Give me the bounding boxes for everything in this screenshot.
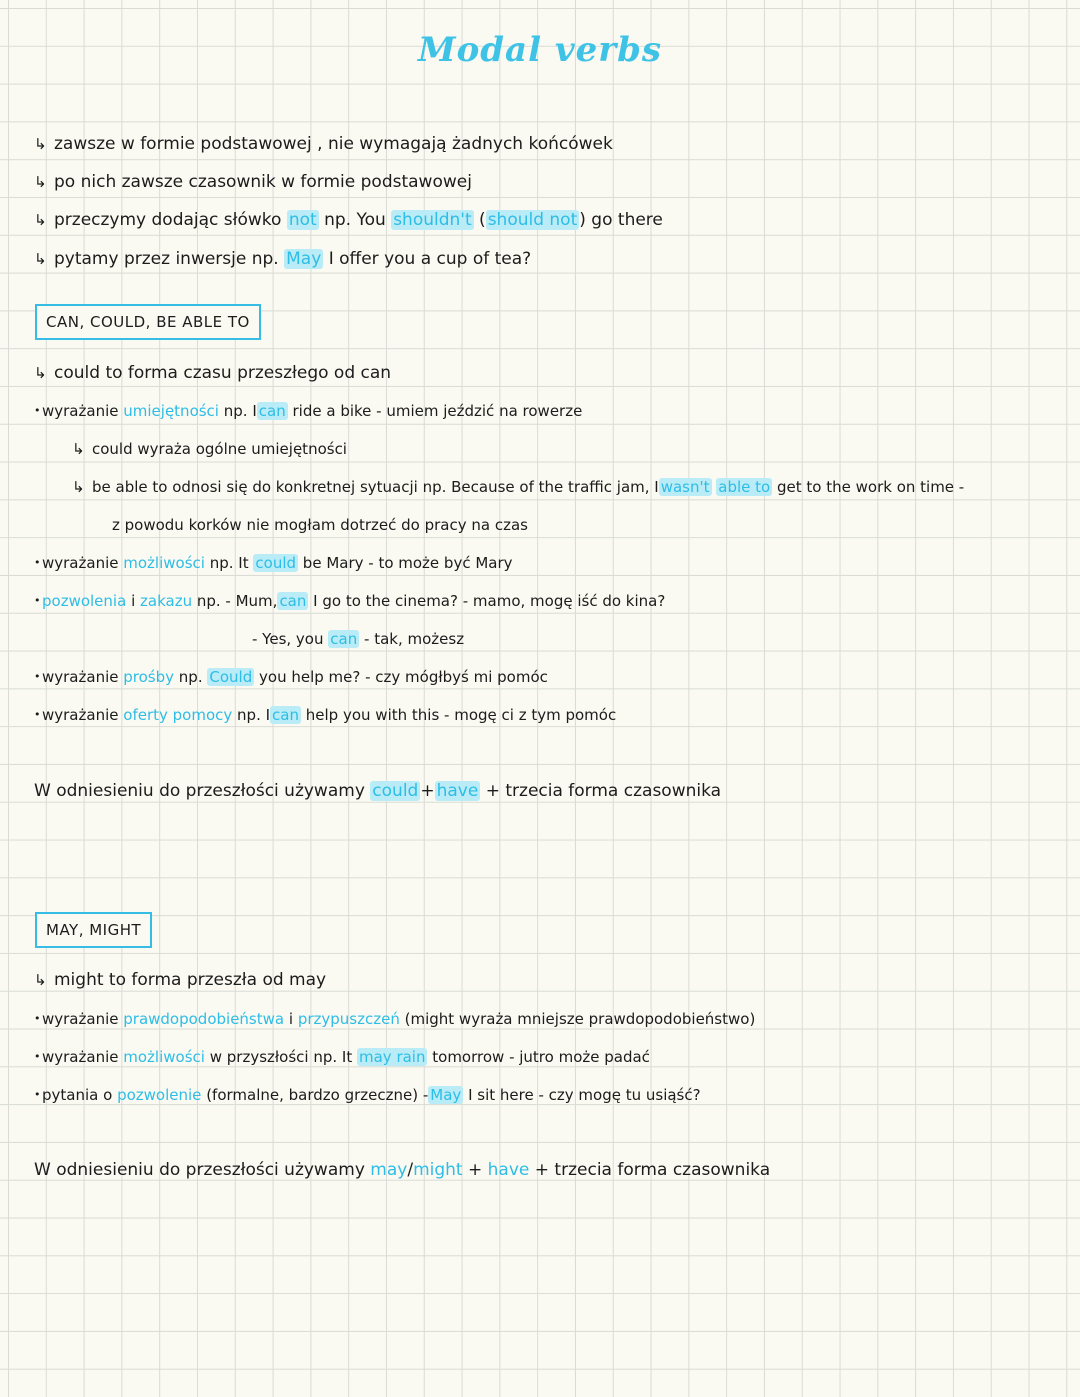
arrow-icon: ↳ (34, 135, 47, 153)
can-line-6: • wyrażanie możliwości np. It could be Mary - to może być Mary (34, 554, 513, 572)
may-line-2: • wyrażanie prawdopodobieństwa i przypuszczeń (might wyraża mniejsze prawdopodobieństwo) (34, 1010, 756, 1028)
bullet-dot: • (34, 556, 41, 569)
bullet-dot: • (34, 594, 41, 607)
arrow-icon: ↳ (34, 250, 47, 268)
may-line-4: • pytania o pozwolenie (formalne, bardzo grzeczne) - May I sit here - czy mogę tu usiąść? (34, 1086, 701, 1104)
intro-line-1: ↳ zawsze w formie podstawowej , nie wymagają żadnych końcówek (34, 134, 613, 154)
can-past-rule: W odniesieniu do przeszłości używamy could + have + trzecia forma czasownika (34, 781, 722, 801)
can-line-3: ↳ could wyraża ogólne umiejętności (72, 440, 347, 458)
arrow-icon: ↳ (34, 971, 47, 989)
can-line-2: • wyrażanie umiejętności np. I can ride a bike - umiem jeździć na rowerze (34, 402, 583, 420)
can-line-10: • wyrażanie oferty pomocy np. I can help you with this - mogę ci z tym pomóc (34, 706, 617, 724)
arrow-icon: ↳ (34, 173, 47, 191)
bullet-dot: • (34, 1088, 41, 1101)
may-line-3: • wyrażanie możliwości w przyszłości np. It may rain tomorrow - jutro może padać (34, 1048, 650, 1066)
bullet-dot: • (34, 404, 41, 417)
can-line-1: ↳ could to forma czasu przeszłego od can (34, 363, 392, 383)
section-header-can: CAN, COULD, BE ABLE TO (35, 304, 261, 340)
can-line-4: ↳ be able to odnosi się do konkretnej sytuacji np. Because of the traffic jam, I wasn't able to get to the work on time - (72, 478, 965, 496)
may-line-1: ↳ might to forma przeszła od may (34, 970, 327, 990)
arrow-icon: ↳ (34, 211, 47, 229)
can-line-8: - Yes, you can - tak, możesz (252, 630, 465, 648)
bullet-dot: • (34, 1050, 41, 1063)
can-line-7: • pozwolenia i zakazu np. - Mum, can I go to the cinema? - mamo, mogę iść do kina? (34, 592, 666, 610)
arrow-icon: ↳ (72, 440, 85, 458)
arrow-icon: ↳ (72, 478, 85, 496)
intro-line-2: ↳ po nich zawsze czasownik w formie podstawowej (34, 172, 472, 192)
bullet-dot: • (34, 1012, 41, 1025)
bullet-dot: • (34, 708, 41, 721)
page-title: Modal verbs (417, 30, 663, 70)
section-header-may: MAY, MIGHT (35, 912, 152, 948)
bullet-dot: • (34, 670, 41, 683)
may-past-rule: W odniesieniu do przeszłości używamy may/might + have + trzecia forma czasownika (34, 1160, 771, 1180)
can-line-9: • wyrażanie prośby np. Could you help me? - czy mógłbyś mi pomóc (34, 668, 548, 686)
intro-line-3: ↳ przeczymy dodając słówko not np. You shouldn't ( should not ) go there (34, 210, 663, 230)
intro-line-4: ↳ pytamy przez inwersje np. May I offer you a cup of tea? (34, 249, 532, 269)
arrow-icon: ↳ (34, 364, 47, 382)
can-line-5: z powodu korków nie mogłam dotrzeć do pracy na czas (112, 516, 528, 534)
